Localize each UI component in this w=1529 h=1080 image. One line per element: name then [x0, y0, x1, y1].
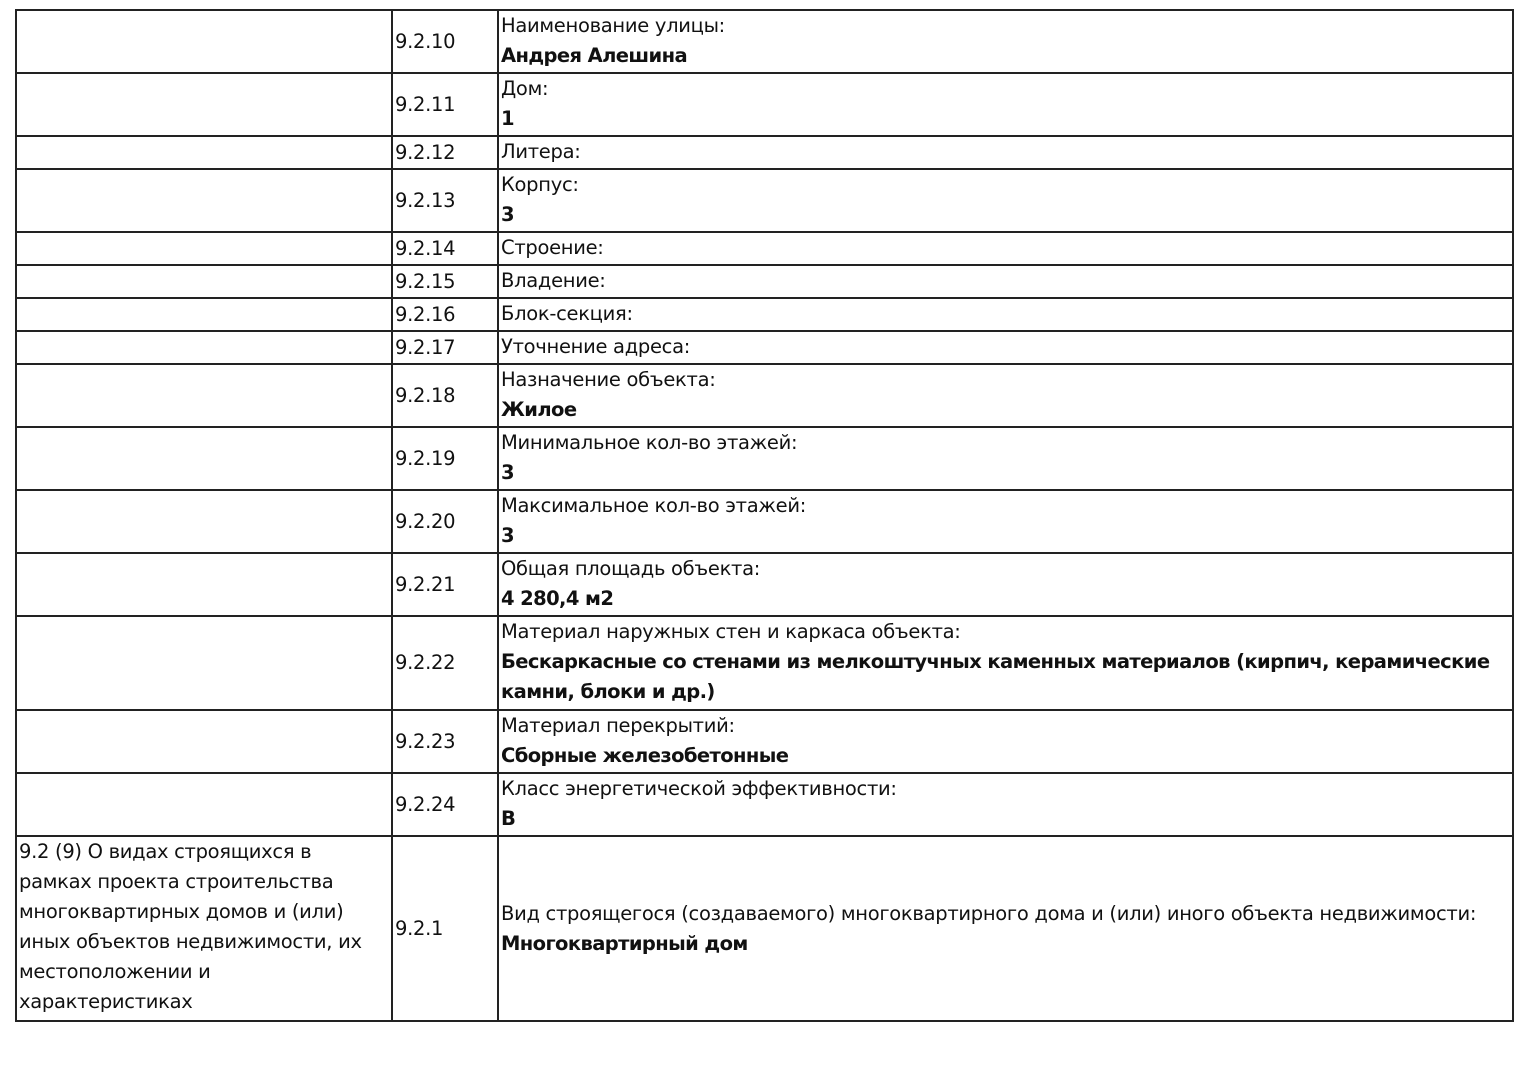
item-code: 9.2.20	[392, 490, 498, 553]
item-label: Блок-секция:	[501, 302, 633, 325]
table-row	[16, 553, 1513, 616]
item-code: 9.2.11	[392, 73, 498, 136]
item-label: Класс энергетической эффективности:	[501, 777, 897, 800]
item-content	[498, 10, 1513, 73]
item-code: 9.2.24	[392, 773, 498, 836]
table-row	[16, 331, 1513, 364]
item-code: 9.2.16	[392, 298, 498, 331]
developer-declaration-table	[15, 9, 1514, 1022]
item-content	[498, 169, 1513, 232]
item-label: Уточнение адреса:	[501, 335, 691, 358]
item-value: 4 280,4 м2	[501, 587, 614, 610]
section-cell	[16, 427, 392, 490]
item-code: 9.2.10	[392, 10, 498, 73]
item-content	[498, 232, 1513, 265]
item-content	[498, 427, 1513, 490]
item-label: Общая площадь объекта:	[501, 557, 761, 580]
item-label: Максимальное кол-во этажей:	[501, 494, 806, 517]
item-content	[498, 364, 1513, 427]
table-row	[16, 73, 1513, 136]
table-row	[16, 490, 1513, 553]
section-cell	[16, 136, 392, 169]
item-code: 9.2.21	[392, 553, 498, 616]
section-title: 9.2 (9) О видах строящихся в рамках проекта строительства многоквартирных домов и (или) иных объектов недвижимости, их местоположении и характеристиках	[16, 836, 392, 1021]
section-cell	[16, 169, 392, 232]
item-code: 9.2.23	[392, 710, 498, 773]
item-code: 9.2.1	[392, 836, 498, 1021]
item-value: Бескаркасные со стенами из мелкоштучных каменных материалов (кирпич, керамические камни, блоки и др.)	[501, 650, 1490, 703]
item-content	[498, 773, 1513, 836]
item-value: 3	[501, 203, 514, 226]
item-value: 3	[501, 461, 514, 484]
table-row	[16, 616, 1513, 710]
table-row	[16, 169, 1513, 232]
table-row	[16, 136, 1513, 169]
item-label: Минимальное кол-во этажей:	[501, 431, 798, 454]
item-content	[498, 331, 1513, 364]
item-code: 9.2.15	[392, 265, 498, 298]
item-content	[498, 136, 1513, 169]
item-label: Материал перекрытий:	[501, 714, 735, 737]
item-value: Сборные железобетонные	[501, 744, 789, 767]
item-content	[498, 616, 1513, 710]
item-code: 9.2.18	[392, 364, 498, 427]
item-value: Многоквартирный дом	[501, 931, 748, 955]
section-cell	[16, 710, 392, 773]
table-row	[16, 836, 1513, 1021]
item-value: В	[501, 807, 516, 830]
section-cell	[16, 232, 392, 265]
table-row	[16, 10, 1513, 73]
item-value: 1	[501, 107, 514, 130]
table-row	[16, 364, 1513, 427]
item-label: Корпус:	[501, 173, 579, 196]
item-content	[498, 490, 1513, 553]
table-row	[16, 298, 1513, 331]
table-row	[16, 773, 1513, 836]
section-cell	[16, 616, 392, 710]
item-label: Наименование улицы:	[501, 14, 725, 37]
section-cell	[16, 265, 392, 298]
item-value: 3	[501, 524, 514, 547]
table-row	[16, 265, 1513, 298]
item-label: Строение:	[501, 236, 604, 259]
item-label: Вид строящегося (создаваемого) многоквартирного дома и (или) иного объекта недвижимости:	[501, 901, 1477, 925]
item-code: 9.2.13	[392, 169, 498, 232]
section-cell	[16, 298, 392, 331]
section-cell	[16, 773, 392, 836]
table-row	[16, 427, 1513, 490]
item-code: 9.2.12	[392, 136, 498, 169]
item-code: 9.2.17	[392, 331, 498, 364]
item-content	[498, 710, 1513, 773]
item-label: Владение:	[501, 269, 606, 292]
item-content	[498, 265, 1513, 298]
section-cell	[16, 553, 392, 616]
section-cell	[16, 331, 392, 364]
section-cell	[16, 490, 392, 553]
table-row	[16, 232, 1513, 265]
section-cell	[16, 73, 392, 136]
item-content	[498, 553, 1513, 616]
item-code: 9.2.22	[392, 616, 498, 710]
item-content	[498, 836, 1513, 1021]
item-content	[498, 298, 1513, 331]
item-value: Жилое	[501, 398, 577, 421]
section-cell	[16, 10, 392, 73]
item-label: Назначение объекта:	[501, 368, 716, 391]
section-cell	[16, 364, 392, 427]
item-label: Литера:	[501, 140, 581, 163]
table-row	[16, 710, 1513, 773]
item-content	[498, 73, 1513, 136]
item-code: 9.2.19	[392, 427, 498, 490]
item-label: Материал наружных стен и каркаса объекта:	[501, 620, 961, 643]
item-label: Дом:	[501, 77, 549, 100]
item-value: Андрея Алешина	[501, 44, 688, 67]
item-code: 9.2.14	[392, 232, 498, 265]
